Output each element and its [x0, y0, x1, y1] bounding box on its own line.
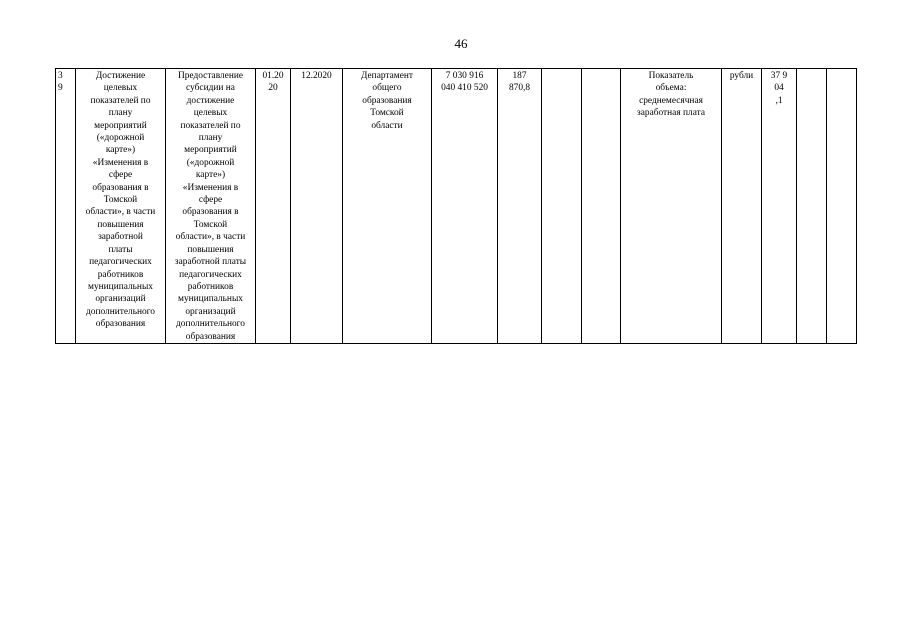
cell-executor: Департамент общего образования Томской области	[343, 69, 432, 344]
program-table	[55, 68, 857, 344]
cell-start-date: 01.20 20	[256, 69, 291, 344]
cell-value: 37 9 04 ,1	[762, 69, 797, 344]
page-number: 46	[454, 36, 468, 51]
cell-empty-3	[797, 69, 827, 344]
cell-measure: Предоставление субсидии на достижение целевых показателей по плану мероприятий («дорожной карте») «Изменения в сфере образования в Томской области», в части повышения заработной платы педагогических работников муниципальных организаций дополнительного образования	[166, 69, 256, 344]
cell-unit: рубли	[722, 69, 762, 344]
cell-empty-4	[827, 69, 857, 344]
cell-amount: 187 870,8	[498, 69, 542, 344]
cell-name: Достижение целевых показателей по плану мероприятий («дорожной карте») «Изменения в сфере образования в Томской области», в части повышения заработной платы педагогических работников муниципальных организаций дополнительного образования	[76, 69, 166, 344]
cell-indicator: Показатель объема: среднемесячная заработная плата	[621, 69, 722, 344]
cell-empty-2	[582, 69, 621, 344]
cell-end-date: 12.2020	[291, 69, 343, 344]
cell-index: 3 9	[56, 69, 76, 344]
cell-empty-1	[542, 69, 582, 344]
table-row	[56, 69, 857, 344]
cell-budget-code: 7 030 916 040 410 520	[432, 69, 498, 344]
